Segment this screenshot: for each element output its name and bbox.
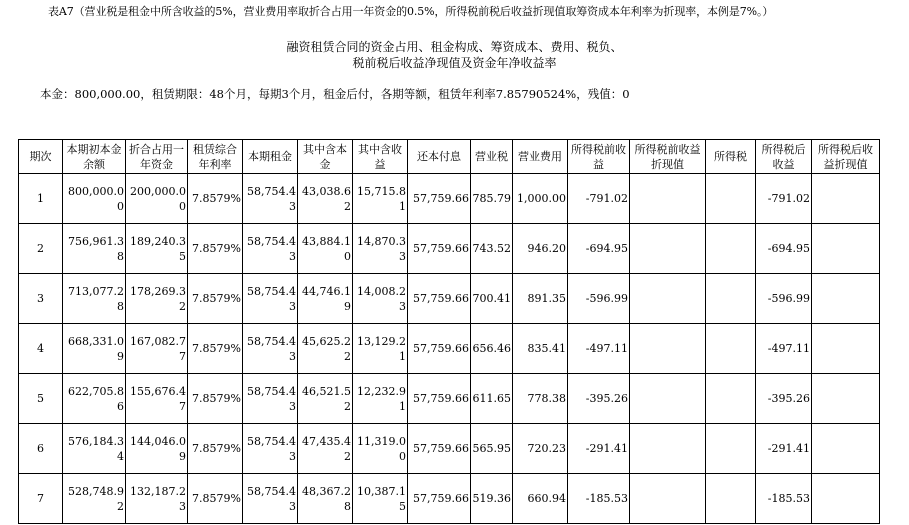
- cell-business-tax: 785.79: [471, 174, 513, 224]
- cell-aftertax: -395.26: [756, 374, 812, 424]
- header-rate: 租赁综合年利率: [188, 140, 243, 174]
- cell-period: 3: [19, 274, 63, 324]
- header-business-tax: 营业税: [471, 140, 513, 174]
- cell-occupied: 167,082.77: [126, 324, 188, 374]
- cell-balance: 528,748.92: [63, 474, 126, 524]
- header-pretax-pv: 所得税前收益折现值: [630, 140, 706, 174]
- cell-period: 5: [19, 374, 63, 424]
- table-row: [19, 274, 880, 324]
- cell-aftertax-pv: [812, 474, 880, 524]
- cell-income: 14,008.23: [353, 274, 408, 324]
- cell-rent: 58,754.43: [243, 274, 298, 324]
- cell-aftertax: -791.02: [756, 174, 812, 224]
- table-row: [19, 424, 880, 474]
- cell-rate: 7.8579%: [188, 324, 243, 374]
- header-occupied: 折合占用一年资金: [126, 140, 188, 174]
- cell-pretax: -395.26: [568, 374, 630, 424]
- cell-repay: 57,759.66: [408, 224, 471, 274]
- cell-rate: 7.8579%: [188, 474, 243, 524]
- cell-expense: 778.38: [513, 374, 568, 424]
- table-row: [19, 474, 880, 524]
- cell-pretax: -291.41: [568, 424, 630, 474]
- cell-principal: 46,521.52: [298, 374, 353, 424]
- cell-income: 14,870.33: [353, 224, 408, 274]
- header-income-tax: 所得税: [706, 140, 756, 174]
- cell-income-tax: [706, 274, 756, 324]
- cell-business-tax: 565.95: [471, 424, 513, 474]
- table-row: [19, 324, 880, 374]
- header-period: 期次: [19, 140, 63, 174]
- cell-repay: 57,759.66: [408, 424, 471, 474]
- cell-principal: 48,367.28: [298, 474, 353, 524]
- cell-pretax-pv: [630, 424, 706, 474]
- header-aftertax-pv: 所得税后收益折现值: [812, 140, 880, 174]
- table-row: [19, 174, 880, 224]
- header-row: [19, 140, 880, 174]
- cell-income: 11,319.00: [353, 424, 408, 474]
- cell-occupied: 189,240.35: [126, 224, 188, 274]
- cell-balance: 800,000.00: [63, 174, 126, 224]
- cell-rate: 7.8579%: [188, 274, 243, 324]
- cell-aftertax-pv: [812, 424, 880, 474]
- cell-occupied: 178,269.32: [126, 274, 188, 324]
- cell-occupied: 200,000.00: [126, 174, 188, 224]
- header-balance: 本期初本金余额: [63, 140, 126, 174]
- cell-rate: 7.8579%: [188, 374, 243, 424]
- cell-income-tax: [706, 174, 756, 224]
- cell-expense: 660.94: [513, 474, 568, 524]
- lease-parameters: 本金：800,000.00，租赁期限：48个月，每期3个月，租金后付，各期等额，租赁年利率7.85790524%，残值：0: [40, 87, 630, 101]
- cell-rate: 7.8579%: [188, 424, 243, 474]
- cell-principal: 43,884.10: [298, 224, 353, 274]
- cell-expense: 720.23: [513, 424, 568, 474]
- lease-schedule-table: [18, 139, 880, 524]
- cell-aftertax-pv: [812, 324, 880, 374]
- cell-repay: 57,759.66: [408, 374, 471, 424]
- cell-income-tax: [706, 374, 756, 424]
- cell-occupied: 155,676.47: [126, 374, 188, 424]
- header-aftertax: 所得税后收益: [756, 140, 812, 174]
- cell-rent: 58,754.43: [243, 474, 298, 524]
- cell-business-tax: 656.46: [471, 324, 513, 374]
- header-expense: 营业费用: [513, 140, 568, 174]
- cell-balance: 756,961.38: [63, 224, 126, 274]
- cell-income-tax: [706, 474, 756, 524]
- cell-period: 2: [19, 224, 63, 274]
- cell-rent: 58,754.43: [243, 224, 298, 274]
- cell-repay: 57,759.66: [408, 324, 471, 374]
- cell-income-tax: [706, 224, 756, 274]
- cell-rent: 58,754.43: [243, 374, 298, 424]
- cell-aftertax: -291.41: [756, 424, 812, 474]
- cell-aftertax: -497.11: [756, 324, 812, 374]
- cell-aftertax: -596.99: [756, 274, 812, 324]
- cell-pretax-pv: [630, 224, 706, 274]
- cell-income: 15,715.81: [353, 174, 408, 224]
- cell-pretax-pv: [630, 374, 706, 424]
- cell-rate: 7.8579%: [188, 174, 243, 224]
- cell-expense: 1,000.00: [513, 174, 568, 224]
- cell-rent: 58,754.43: [243, 424, 298, 474]
- header-rent: 本期租金: [243, 140, 298, 174]
- cell-income: 12,232.91: [353, 374, 408, 424]
- table-row: [19, 374, 880, 424]
- cell-period: 4: [19, 324, 63, 374]
- cell-occupied: 144,046.09: [126, 424, 188, 474]
- cell-principal: 44,746.19: [298, 274, 353, 324]
- cell-pretax-pv: [630, 174, 706, 224]
- table-title-line2: 税前税后收益净现值及资金年净收益率: [352, 56, 557, 70]
- cell-pretax: -185.53: [568, 474, 630, 524]
- cell-balance: 622,705.86: [63, 374, 126, 424]
- cell-principal: 47,435.42: [298, 424, 353, 474]
- cell-aftertax-pv: [812, 174, 880, 224]
- header-repay: 还本付息: [408, 140, 471, 174]
- cell-rent: 58,754.43: [243, 174, 298, 224]
- cell-principal: 43,038.62: [298, 174, 353, 224]
- cell-occupied: 132,187.23: [126, 474, 188, 524]
- cell-pretax: -596.99: [568, 274, 630, 324]
- cell-business-tax: 519.36: [471, 474, 513, 524]
- cell-pretax: -694.95: [568, 224, 630, 274]
- table-title-line1: 融资租赁合同的资金占用、租金构成、筹资成本、费用、税负、: [286, 40, 623, 54]
- cell-period: 6: [19, 424, 63, 474]
- cell-rent: 58,754.43: [243, 324, 298, 374]
- cell-period: 1: [19, 174, 63, 224]
- cell-aftertax-pv: [812, 374, 880, 424]
- header-pretax: 所得税前收益: [568, 140, 630, 174]
- cell-pretax-pv: [630, 324, 706, 374]
- cell-repay: 57,759.66: [408, 474, 471, 524]
- cell-pretax: -497.11: [568, 324, 630, 374]
- cell-income: 10,387.15: [353, 474, 408, 524]
- cell-period: 7: [19, 474, 63, 524]
- cell-business-tax: 743.52: [471, 224, 513, 274]
- cell-expense: 835.41: [513, 324, 568, 374]
- cell-income-tax: [706, 424, 756, 474]
- header-principal: 其中含本金: [298, 140, 353, 174]
- header-income: 其中含收益: [353, 140, 408, 174]
- cell-business-tax: 700.41: [471, 274, 513, 324]
- cell-rate: 7.8579%: [188, 224, 243, 274]
- cell-principal: 45,625.22: [298, 324, 353, 374]
- cell-balance: 576,184.34: [63, 424, 126, 474]
- cell-aftertax: -694.95: [756, 224, 812, 274]
- cell-business-tax: 611.65: [471, 374, 513, 424]
- table-row: [19, 224, 880, 274]
- cell-aftertax: -185.53: [756, 474, 812, 524]
- cell-repay: 57,759.66: [408, 274, 471, 324]
- cell-pretax: -791.02: [568, 174, 630, 224]
- cell-income: 13,129.21: [353, 324, 408, 374]
- cell-pretax-pv: [630, 274, 706, 324]
- cell-pretax-pv: [630, 474, 706, 524]
- cell-expense: 891.35: [513, 274, 568, 324]
- cell-balance: 668,331.09: [63, 324, 126, 374]
- table-note: 表A7（营业税是租金中所含收益的5%，营业费用率取折合占用一年资金的0.5%，所得税前税后收益折现值取筹资成本年利率为折现率，本例是7%。）: [48, 5, 774, 18]
- cell-balance: 713,077.28: [63, 274, 126, 324]
- cell-repay: 57,759.66: [408, 174, 471, 224]
- cell-expense: 946.20: [513, 224, 568, 274]
- cell-aftertax-pv: [812, 274, 880, 324]
- cell-income-tax: [706, 324, 756, 374]
- cell-aftertax-pv: [812, 224, 880, 274]
